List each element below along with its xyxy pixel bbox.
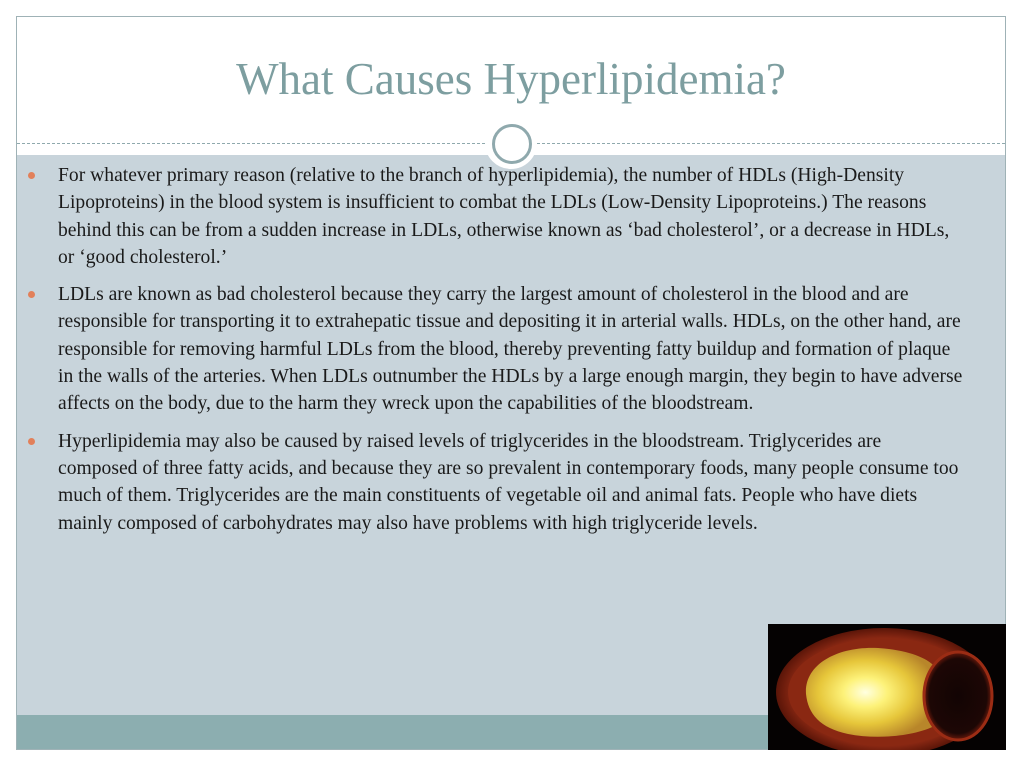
bullet-list — [20, 162, 965, 547]
plaque-deposit — [806, 648, 938, 737]
slide-title: What Causes Hyperlipidemia? — [236, 54, 786, 104]
bullet-dot-icon — [28, 172, 35, 179]
artery-lumen — [924, 652, 992, 740]
bullet-text: For whatever primary reason (relative to the branch of hyperlipidemia), the number of HDLs (High-Density Lipoproteins) in the blood system is insufficient to combat the LDLs (Low-Density Lipoproteins.) The reasons behind this can be from a sudden increase in LDLs, otherwise known as ‘bad cholesterol’, or a decrease in HDLs, or ‘good cholesterol.’ — [58, 165, 950, 268]
ornament-ring — [492, 124, 532, 164]
bullet-text: Hyperlipidemia may also be caused by raised levels of triglycerides in the bloodstream. Triglycerides are composed of three fatty acids, and because they are so prevalent in contemporary foods, many people consume too much of them. Triglycerides are the main constituents of vegetable oil and animal fats. People who have diets mainly composed of carbohydrates may also have problems with high triglyceride levels. — [58, 430, 959, 534]
artery-illustration — [768, 624, 1006, 750]
bullet-dot-icon — [28, 438, 35, 445]
bullet-dot-icon — [28, 291, 35, 298]
bullet-item — [20, 428, 965, 537]
artery-cross-section-icon — [768, 624, 1006, 750]
bullet-item — [20, 281, 965, 417]
bullet-item — [20, 162, 965, 271]
bullet-text: LDLs are known as bad cholesterol because they carry the largest amount of cholesterol in the blood and are responsible for transporting it to extrahepatic tissue and depositing it in arterial walls. HDLs, on the other hand, are responsible for removing harmful LDLs from the blood, thereby preventing fatty buildup and formation of plaque in the walls of the arteries. When LDLs outnumber the HDLs by a large enough margin, they begin to have adverse affects on the body, due to the harm they wreck upon the capabilities of the bloodstream. — [58, 284, 963, 415]
